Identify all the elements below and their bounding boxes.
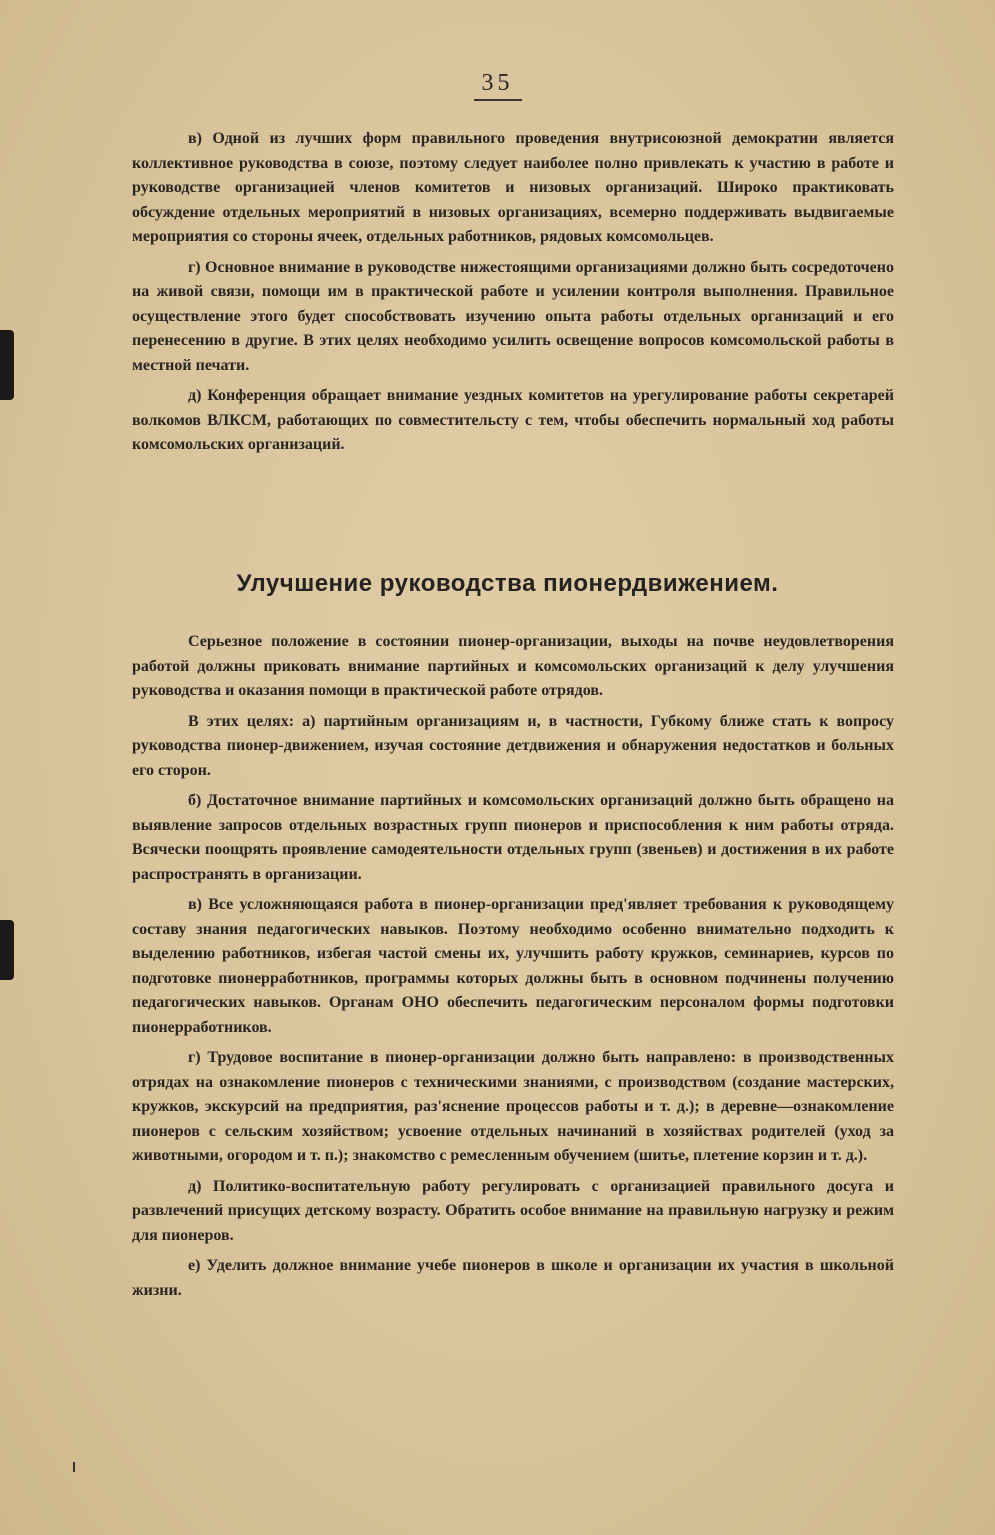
top-section <box>132 127 894 464</box>
paragraph-d-conference: д) Конференция обращает внимание уездных комитетов на урегулирование работы секретарей волкомов ВЛКСМ, работающих по совместительсту с тем, чтобы обеспечить нормальный ход работы комсомольских организаций. <box>132 387 894 453</box>
paragraph-g-labor-education: г) Трудовое воспитание в пионер-организации должно быть направлено: в производственных отрядах на ознакомление пионеров с техническими знаниями, с производством (создание мастерских, кружков, экскурсий на предприятия, раз'яснение процессов работы и т. д.); в деревне—ознакомление пионеров с сельским хозяйством; усвоение отдельных начинаний в хозяйствах родителей (уход за животными, огородом и т. п.); знакомство с ремесленным обучением (шитье, плетение корзин и т. д.). <box>132 1049 894 1164</box>
paragraph-d-leisure: д) Политико-воспитательную работу регулировать с организацией правильного досуга и развлечений присущих детскому возрасту. Обратить особое внимание на правильную нагрузку и режим для пионеров. <box>132 1177 894 1244</box>
paragraph-v-pedagogy: в) Все усложняющаяся работа в пионер-организации пред'являет требования к руководящему составу знания педагогических навыков. Поэтому необходимо особенно внимательно подходить к выделению работников, избегая частой смены их, улучшить работу кружков, семинариев, курсов по подготовке пионерработников, программы которых должны быть в основном подчинены получению педагогических навыков. Органам ОНО обеспечить педагогическим персоналом формы подготовки пионерработников. <box>132 896 894 1036</box>
page-number-container <box>0 70 995 101</box>
binding-mark-lower <box>0 920 14 980</box>
paragraph-v-democracy: в) Одной из лучших форм правильного проведения внутрисоюзной демократии является коллективное руководства в союзе, поэтому следует наиболее полно привлекать к участию в работе и руководстве организацией членов комитетов и низовых организаций. Широко практиковать обсуждение отдельных мероприятий в низовых организациях, всемерно поддерживать выдвигаемые мероприятия со стороны ячеек, отдельных работников, рядовых комсомольцев. <box>132 130 894 245</box>
paragraph-a-party-organizations: В этих целях: а) партийным организациям и, в частности, Губкому ближе стать к вопросу руководства пионер-движением, изучая состояние детдвижения и обнаружения недостатков и больных его сторон. <box>132 712 894 779</box>
bottom-section <box>132 630 894 1309</box>
section-heading: Улучшение руководства пионердвижением. <box>236 570 779 597</box>
paragraph-e-school: е) Уделить должное внимание учебе пионеров в школе и организации их участия в школьной жизни. <box>132 1257 894 1299</box>
binding-mark-upper <box>0 330 14 400</box>
page-number: 35 <box>474 70 522 101</box>
paragraph-g-leadership: г) Основное внимание в руководстве нижестоящими организациями должно быть сосредоточено на живой связи, помощи им в практической работе и усилении контроля выполнения. Правильное осуществление этого будет способствовать изучению опыта работы отдельных организаций и его перенесению в другие. В этих целях необходимо усилить освещение вопросов комсомольской работы в местной печати. <box>132 258 894 374</box>
paragraph-intro: Серьезное положение в состоянии пионер-организации, выходы на почве неудовлетворения работой должны приковать внимание партийных и комсомольских организаций к делу улучшения руководства и оказания помощи в практической работе отрядов. <box>132 633 894 699</box>
paragraph-b-age-groups: б) Достаточное внимание партийных и комсомольских организаций должно быть обращено на выявление запросов отдельных возрастных групп пионеров и приспособления к ним работы отряда. Всячески поощрять проявление самодеятельности отдельных групп (звеньев) и достижения в их работе распространять в организации. <box>132 792 894 883</box>
stray-mark <box>73 1462 75 1472</box>
